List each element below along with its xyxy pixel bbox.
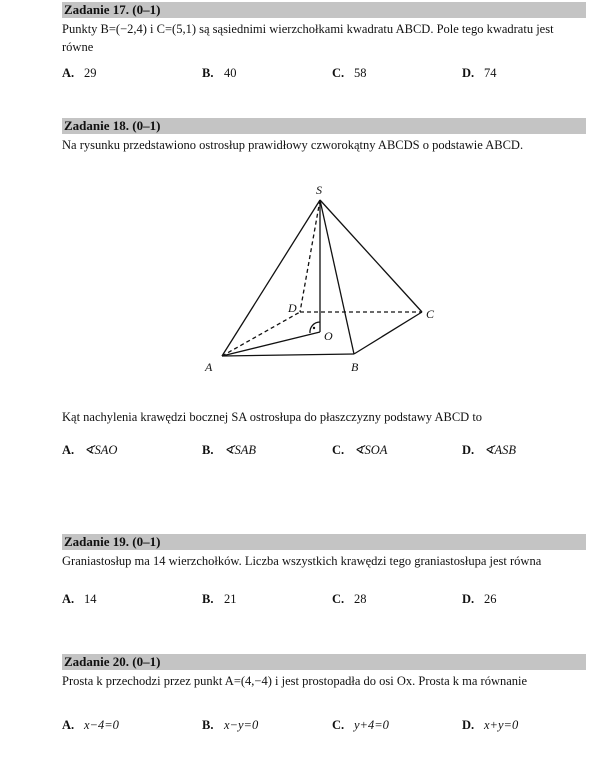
task-18-title: Zadanie 18. (0–1)	[62, 118, 586, 134]
task-20-statement: Prosta k przechodzi przez punkt A=(4,−4) i jest prostopadła do osi Ox. Prosta k ma równanie	[62, 674, 528, 688]
task-17-answer-c[interactable]: C. 58	[332, 66, 367, 80]
task-19-statement: Graniastosłup ma 14 wierzchołków. Liczba wszystkich krawędzi tego graniastosłupa jest równa	[62, 554, 542, 568]
task-17-answer-d[interactable]: D. 74	[462, 66, 497, 80]
edge-sc	[320, 200, 422, 312]
task-19-answer-c[interactable]: C. 28	[332, 592, 367, 606]
task-20-answer-d[interactable]: D. x+y=0	[462, 718, 519, 732]
task-17-statement: Punkty B=(−2,4) i C=(5,1) są sąsiednimi wierzchołkami kwadratu ABCD. Pole tego kwadratu jest równe	[62, 22, 554, 54]
task-17-title: Zadanie 17. (0–1)	[62, 2, 586, 18]
label-a: A	[205, 360, 213, 374]
edge-sa	[222, 200, 320, 356]
task-19-answer-a[interactable]: A. 14	[62, 592, 97, 606]
task-19	[62, 534, 586, 606]
label-o: O	[324, 329, 333, 343]
segment-ao	[222, 332, 320, 356]
right-angle-dot	[313, 327, 315, 329]
task-18-question: Kąt nachylenia krawędzi bocznej SA ostrosłupa do płaszczyzny podstawy ABCD to	[62, 410, 483, 424]
task-18-answer-b[interactable]: B. ∢SAB	[202, 443, 256, 457]
task-20-answer-a[interactable]: A. x−4=0	[62, 718, 119, 732]
task-20-answer-b[interactable]: B. x−y=0	[202, 718, 259, 732]
task-18-question-block	[62, 406, 586, 457]
label-c: C	[426, 307, 435, 321]
label-s: S	[316, 183, 322, 197]
task-20-answer-c[interactable]: C. y+4=0	[332, 718, 389, 732]
task-18-answer-d[interactable]: D. ∢ASB	[462, 443, 516, 457]
task-18-answer-c[interactable]: C. ∢SOA	[332, 443, 388, 457]
task-20-title: Zadanie 20. (0–1)	[62, 654, 586, 670]
edge-ad	[222, 312, 300, 356]
task-18-statement: Na rysunku przedstawiono ostrosłup prawidłowy czworokątny ABCDS o podstawie ABCD.	[62, 138, 524, 152]
edge-bc	[354, 312, 422, 354]
task-17-answer-b[interactable]: B. 40	[202, 66, 237, 80]
label-d: D	[288, 301, 297, 315]
task-19-answer-b[interactable]: B. 21	[202, 592, 237, 606]
task-19-title: Zadanie 19. (0–1)	[62, 534, 586, 550]
task-18-answer-a[interactable]: A. ∢SAO	[62, 443, 118, 457]
edge-ab	[222, 354, 354, 356]
task-17-answer-a[interactable]: A. 29	[62, 66, 97, 80]
label-b: B	[351, 360, 359, 374]
task-20	[62, 654, 586, 732]
task-19-answer-d[interactable]: D. 26	[462, 592, 497, 606]
